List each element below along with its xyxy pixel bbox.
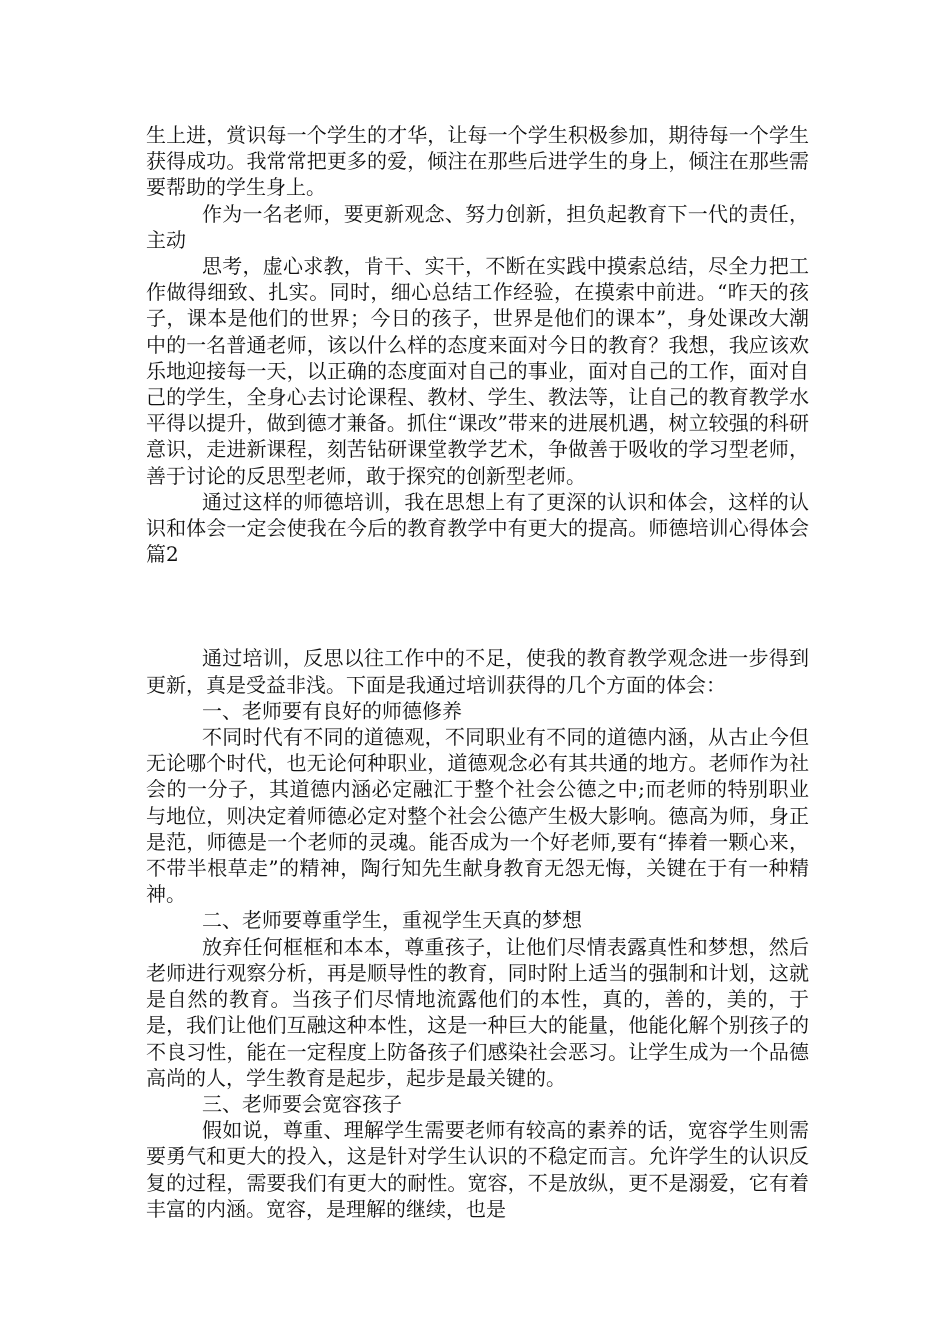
paragraph: 思考，虚心求教，肯干、实干，不断在实践中摸索总结，尽全力把工作做得细致、扎实。同时，细心总结工作经验，在摸索中前进。“昨天的孩子，课本是他们的世界；今日的孩子，世界是他们的课本”，身处课改大潮中的一名普通老师，该以什么样的态度来面对今日的教育？我想，我应该欢乐地迎接每一天，以正确的态度面对自己的事业，面对自己的工作，面对自己的学生，全身心去讨论课程、教材、学生、教法等，让自己的教育教学水平得以提升，做到德才兼备。抓住“课改”带来的进展机遇，树立较强的科研意识，走进新课程，刻苦钻研课堂教学艺术，争做善于吸收的学习型老师，善于讨论的反思型老师，敢于探究的创新型老师。	[146, 254, 809, 488]
section-heading: 二、老师要尊重学生，重视学生天真的梦想	[202, 908, 582, 933]
paragraph: 通过这样的师德培训，我在思想上有了更深的认识和体会，这样的认识和体会一定会使我在今后的教育教学中有更大的提高。师德培训心得体会 篇2	[146, 489, 809, 567]
paragraph: 作为一名老师，要更新观念、努力创新，担负起教育下一代的责任，主动	[146, 201, 809, 252]
section-heading: 一、老师要有良好的师德修养	[202, 698, 462, 723]
paragraph: 通过培训，反思以往工作中的不足，使我的教育教学观念进一步得到更新，真是受益非浅。下面是我通过培训获得的几个方面的体会：	[146, 646, 809, 697]
document-page	[146, 122, 809, 1222]
section-heading: 三、老师要会宽容孩子	[202, 1091, 402, 1116]
paragraph: 生上进，赏识每一个学生的才华，让每一个学生积极参加，期待每一个学生获得成功。我常常把更多的爱，倾注在那些后进学生的身上，倾注在那些需要帮助的学生身上。	[146, 123, 809, 200]
paragraph: 假如说，尊重、理解学生需要老师有较高的素养的话，宽容学生则需要勇气和更大的投入，这是针对学生认识的不稳定而言。允许学生的认识反复的过程，需要我们有更大的耐性。宽容，不是放纵，更不是溺爱，它有着丰富的内涵。宽容，是理解的继续，也是	[146, 1118, 809, 1221]
paragraph: 不同时代有不同的道德观，不同职业有不同的道德内涵，从古止今但无论哪个时代，也无论何种职业，道德观念必有其共通的地方。老师作为社会的一分子，其道德内涵必定融汇于整个社会公德之中;而老师的特别职业与地位，则决定着师德必定对整个社会公德产生极大影响。德高为师，身正是范，师德是一个老师的灵魂。能否成为一个好老师,要有“捧着一颗心来，不带半根草走”的精神，陶行知先生献身教育无怨无悔，关键在于有一种精神。	[146, 725, 809, 907]
blank-space	[146, 567, 809, 645]
paragraph: 放弃任何框框和本本，尊重孩子，让他们尽情表露真性和梦想，然后老师进行观察分析，再是顺导性的教育，同时附上适当的强制和计划，这就是自然的教育。当孩子们尽情地流露他们的本性，真的，善的，美的，于是，我们让他们互融这种本性，这是一种巨大的能量，他能化解个别孩子的不良习性，能在一定程度上防备孩子们感染社会恶习。让学生成为一个品德高尚的人，学生教育是起步，起步是最关键的。	[146, 934, 809, 1090]
